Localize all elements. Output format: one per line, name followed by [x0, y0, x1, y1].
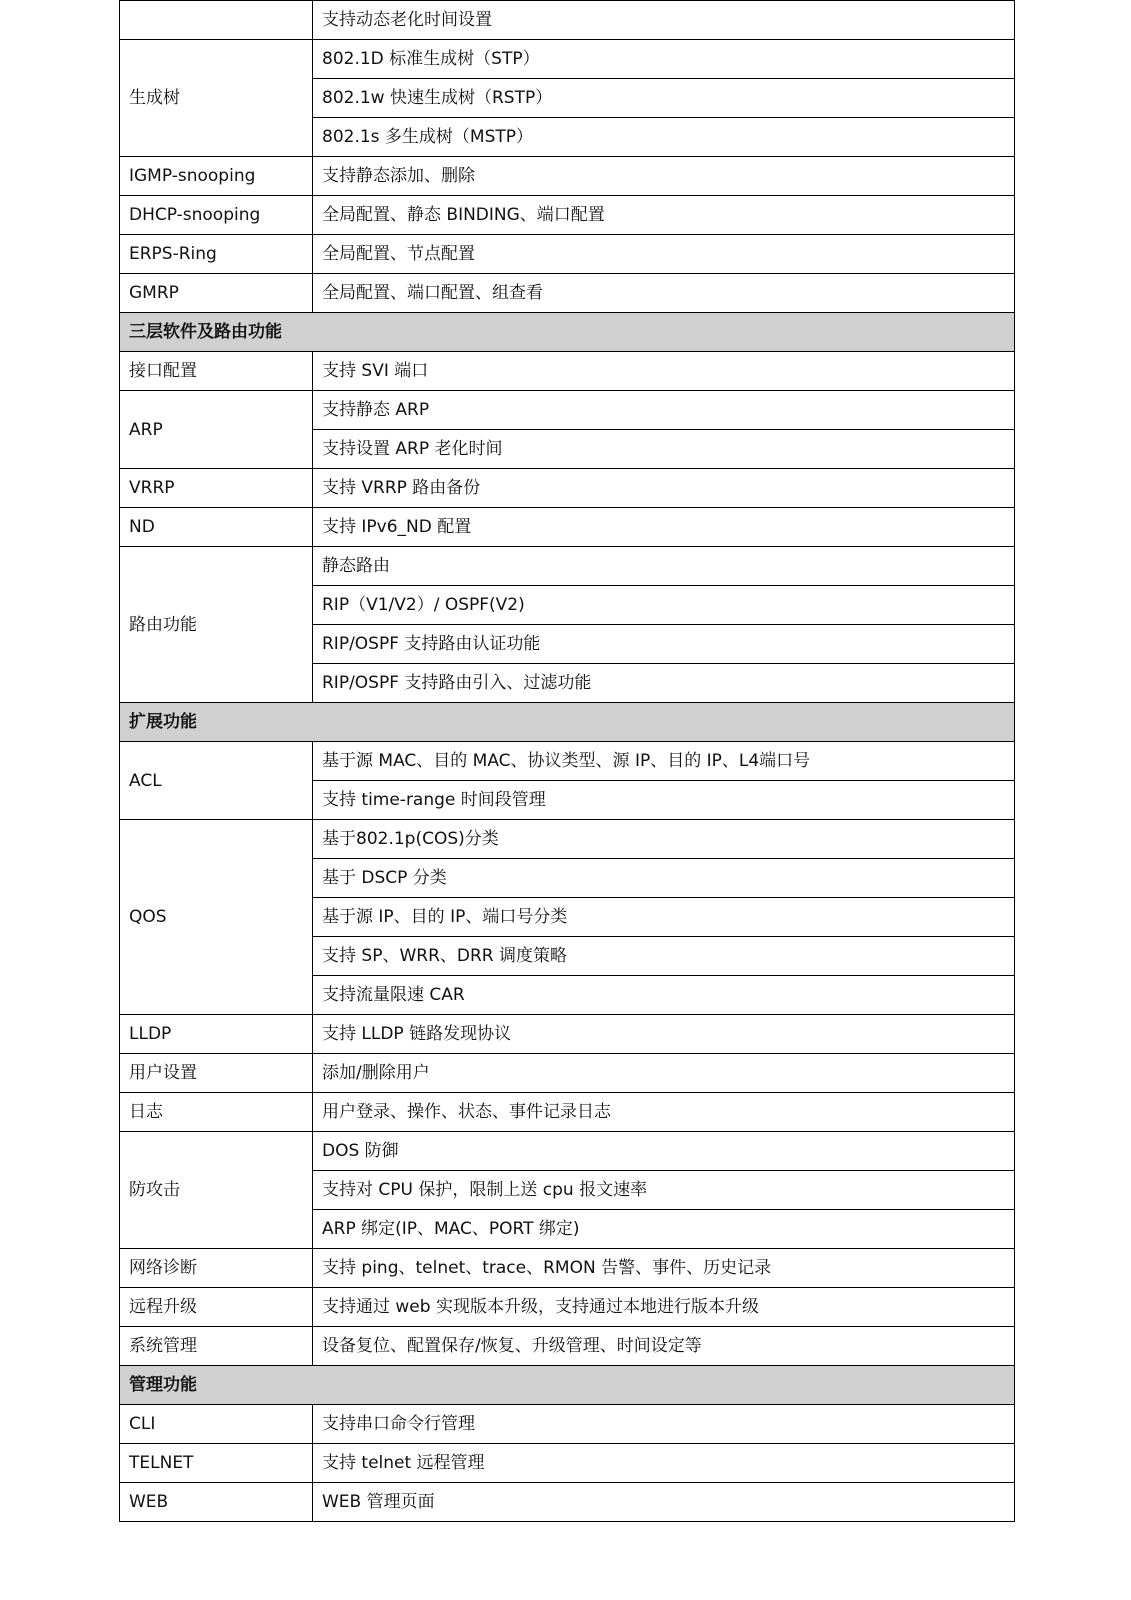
feature-name-cell: 系统管理: [120, 1327, 313, 1366]
table-row: [120, 1, 1015, 40]
feature-name-cell: VRRP: [120, 469, 313, 508]
feature-detail-cell: RIP/OSPF 支持路由认证功能: [313, 625, 1015, 664]
table-row: [120, 547, 1015, 586]
table-row: [120, 820, 1015, 859]
feature-detail-cell: 支持通过 web 实现版本升级，支持通过本地进行版本升级: [313, 1288, 1015, 1327]
table-row: [120, 469, 1015, 508]
feature-detail-cell: 支持 time-range 时间段管理: [313, 781, 1015, 820]
feature-detail-cell: 支持 IPv6_ND 配置: [313, 508, 1015, 547]
feature-detail-cell: 设备复位、配置保存/恢复、升级管理、时间设定等: [313, 1327, 1015, 1366]
feature-detail-cell: 基于 DSCP 分类: [313, 859, 1015, 898]
table-row: [120, 1015, 1015, 1054]
feature-name-cell: IGMP-snooping: [120, 157, 313, 196]
feature-detail-cell: RIP/OSPF 支持路由引入、过滤功能: [313, 664, 1015, 703]
feature-detail-cell: 全局配置、端口配置、组查看: [313, 274, 1015, 313]
feature-name-cell: 日志: [120, 1093, 313, 1132]
table-row: [120, 508, 1015, 547]
section-title: 管理功能: [120, 1366, 1015, 1405]
table-row: [120, 391, 1015, 430]
feature-detail-cell: 基于源 IP、目的 IP、端口号分类: [313, 898, 1015, 937]
feature-name-cell: ARP: [120, 391, 313, 469]
feature-detail-cell: 全局配置、节点配置: [313, 235, 1015, 274]
table-row: [120, 196, 1015, 235]
feature-name-cell: 网络诊断: [120, 1249, 313, 1288]
feature-name-cell: GMRP: [120, 274, 313, 313]
feature-name-cell: ERPS-Ring: [120, 235, 313, 274]
feature-name-cell: 生成树: [120, 40, 313, 157]
feature-name-cell: [120, 1, 313, 40]
feature-detail-cell: 支持 VRRP 路由备份: [313, 469, 1015, 508]
feature-detail-cell: 支持 SVI 端口: [313, 352, 1015, 391]
feature-detail-cell: 802.1D 标准生成树（STP）: [313, 40, 1015, 79]
table-row: [120, 274, 1015, 313]
spec-table-body: [120, 1, 1015, 1522]
feature-detail-cell: 支持设置 ARP 老化时间: [313, 430, 1015, 469]
table-row: [120, 1288, 1015, 1327]
table-row: [120, 742, 1015, 781]
feature-detail-cell: 支持静态添加、删除: [313, 157, 1015, 196]
table-row: [120, 1093, 1015, 1132]
feature-detail-cell: 全局配置、静态 BINDING、端口配置: [313, 196, 1015, 235]
table-row: [120, 157, 1015, 196]
feature-detail-cell: WEB 管理页面: [313, 1483, 1015, 1522]
spec-table: [119, 0, 1015, 1522]
feature-name-cell: QOS: [120, 820, 313, 1015]
section-header-row: [120, 703, 1015, 742]
table-row: [120, 1483, 1015, 1522]
section-title: 三层软件及路由功能: [120, 313, 1015, 352]
feature-detail-cell: DOS 防御: [313, 1132, 1015, 1171]
table-row: [120, 40, 1015, 79]
feature-name-cell: 用户设置: [120, 1054, 313, 1093]
feature-detail-cell: 基于源 MAC、目的 MAC、协议类型、源 IP、目的 IP、L4端口号: [313, 742, 1015, 781]
feature-name-cell: 远程升级: [120, 1288, 313, 1327]
feature-detail-cell: 支持 LLDP 链路发现协议: [313, 1015, 1015, 1054]
feature-detail-cell: 用户登录、操作、状态、事件记录日志: [313, 1093, 1015, 1132]
feature-name-cell: 路由功能: [120, 547, 313, 703]
feature-name-cell: DHCP-snooping: [120, 196, 313, 235]
table-row: [120, 1132, 1015, 1171]
table-row: [120, 1054, 1015, 1093]
feature-detail-cell: RIP（V1/V2）/ OSPF(V2): [313, 586, 1015, 625]
feature-name-cell: TELNET: [120, 1444, 313, 1483]
feature-detail-cell: 支持 ping、telnet、trace、RMON 告警、事件、历史记录: [313, 1249, 1015, 1288]
section-title: 扩展功能: [120, 703, 1015, 742]
feature-name-cell: CLI: [120, 1405, 313, 1444]
feature-name-cell: WEB: [120, 1483, 313, 1522]
feature-name-cell: LLDP: [120, 1015, 313, 1054]
table-row: [120, 1327, 1015, 1366]
feature-detail-cell: 静态路由: [313, 547, 1015, 586]
feature-name-cell: ND: [120, 508, 313, 547]
feature-detail-cell: 802.1s 多生成树（MSTP）: [313, 118, 1015, 157]
feature-detail-cell: 添加/删除用户: [313, 1054, 1015, 1093]
feature-detail-cell: 支持动态老化时间设置: [313, 1, 1015, 40]
feature-detail-cell: 支持对 CPU 保护，限制上送 cpu 报文速率: [313, 1171, 1015, 1210]
feature-detail-cell: 支持静态 ARP: [313, 391, 1015, 430]
table-row: [120, 1249, 1015, 1288]
feature-name-cell: 防攻击: [120, 1132, 313, 1249]
feature-detail-cell: 支持 SP、WRR、DRR 调度策略: [313, 937, 1015, 976]
section-header-row: [120, 1366, 1015, 1405]
table-row: [120, 1405, 1015, 1444]
feature-detail-cell: ARP 绑定(IP、MAC、PORT 绑定): [313, 1210, 1015, 1249]
feature-detail-cell: 基于802.1p(COS)分类: [313, 820, 1015, 859]
feature-name-cell: ACL: [120, 742, 313, 820]
feature-detail-cell: 支持串口命令行管理: [313, 1405, 1015, 1444]
feature-detail-cell: 支持流量限速 CAR: [313, 976, 1015, 1015]
table-row: [120, 235, 1015, 274]
feature-detail-cell: 支持 telnet 远程管理: [313, 1444, 1015, 1483]
table-row: [120, 1444, 1015, 1483]
feature-detail-cell: 802.1w 快速生成树（RSTP）: [313, 79, 1015, 118]
section-header-row: [120, 313, 1015, 352]
table-row: [120, 352, 1015, 391]
feature-name-cell: 接口配置: [120, 352, 313, 391]
